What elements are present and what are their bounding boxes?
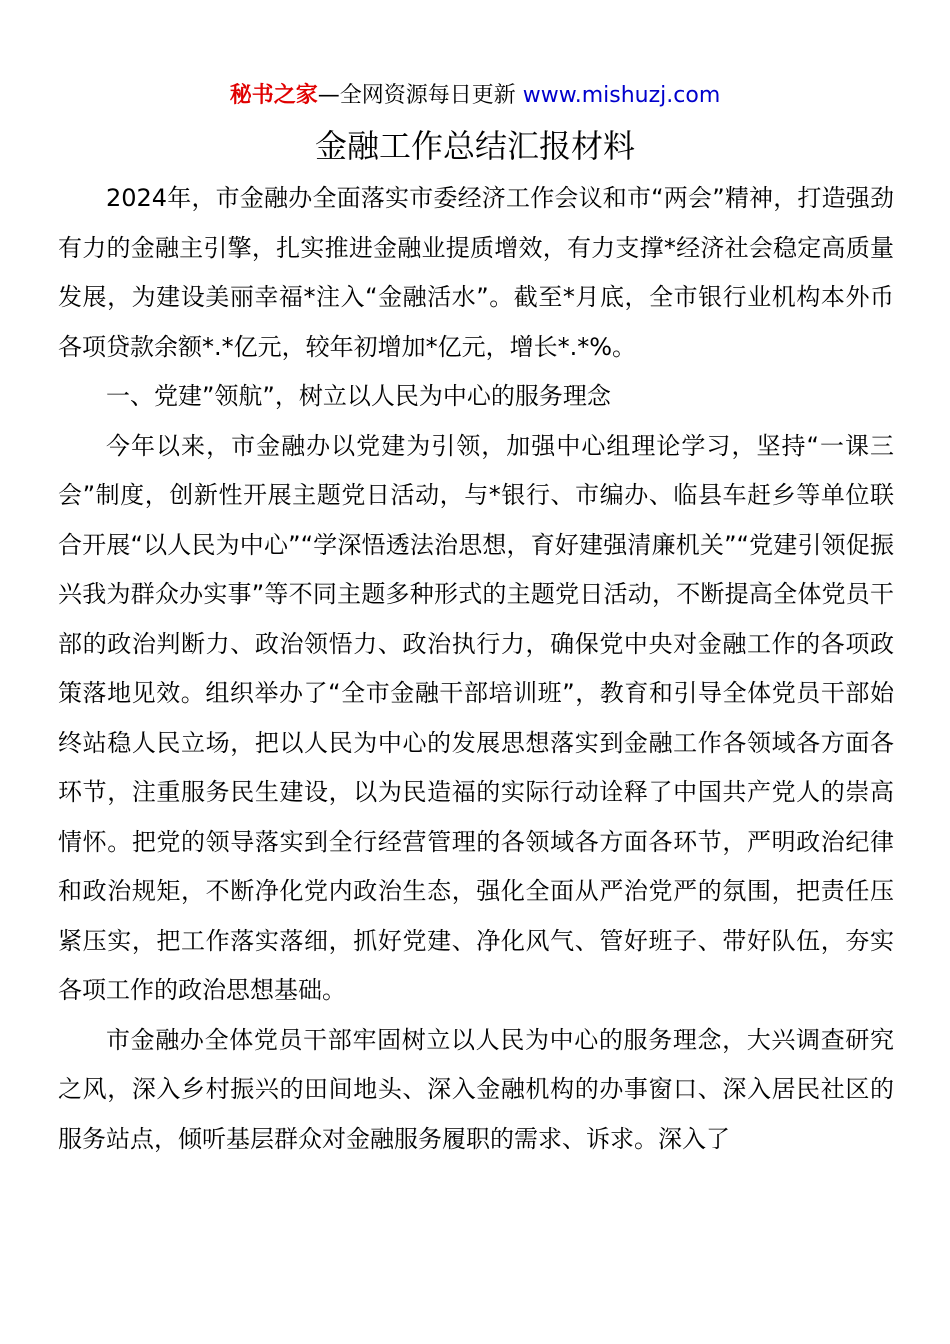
watermark-header	[0, 80, 950, 112]
paragraph-intro: 2024年，市金融办全面落实市委经济工作会议和市“两会”精神，打造强劲有力的金融主引擎，扎实推进金融业提质增效，有力支撑*经济社会稳定高质量发展，为建设美丽幸福*注入“金融活水”。截至*月底，全市银行业机构本外币各项贷款余额*.*亿元，较年初增加*亿元，增长*.*%。	[58, 184, 894, 361]
brand-name: 秘书之家	[229, 83, 318, 108]
paragraph-service-concept: 市金融办全体党员干部牢固树立以人民为中心的服务理念，大兴调查研究之风，深入乡村振兴的田间地头、深入金融机构的办事窗口、深入居民社区的服务站点，倾听基层群众对金融服务履职的需求、诉求。深入了	[58, 1025, 894, 1153]
header-tagline: —全网资源每日更新	[317, 83, 523, 108]
site-url[interactable]: www.mishuzj.com	[522, 83, 721, 108]
section-heading-1: 一、党建”领航”，树立以人民为中心的服务理念	[106, 382, 611, 410]
document-body	[58, 174, 894, 1164]
document-title: 金融工作总结汇报材料	[314, 127, 635, 165]
paragraph-party-building: 今年以来，市金融办以党建为引领，加强中心组理论学习，坚持“一课三会”制度，创新性开展主题党日活动，与*银行、市编办、临县车赶乡等单位联合开展“以人民为中心”“学深悟透法治思想，育好建强清廉机关”“党建引领促振兴我为群众办实事”等不同主题多种形式的主题党日活动，不断提高全体党员干部的政治判断力、政治领悟力、政治执行力，确保党中央对金融工作的各项政策落地见效。组织举办了“全市金融干部培训班”，教育和引导全体党员干部始终站稳人民立场，把以人民为中心的发展思想落实到金融工作各领域各方面各环节，注重服务民生建设，以为民造福的实际行动诠释了中国共产党人的崇高情怀。把党的领导落实到全行经营管理的各领域各方面各环节，严明政治纪律和政治规矩，不断净化党内政治生态，强化全面从严治党严的氛围，把责任压紧压实，把工作落实落细，抓好党建、净化风气、管好班子、带好队伍，夯实各项工作的政治思想基础。	[58, 431, 894, 1004]
